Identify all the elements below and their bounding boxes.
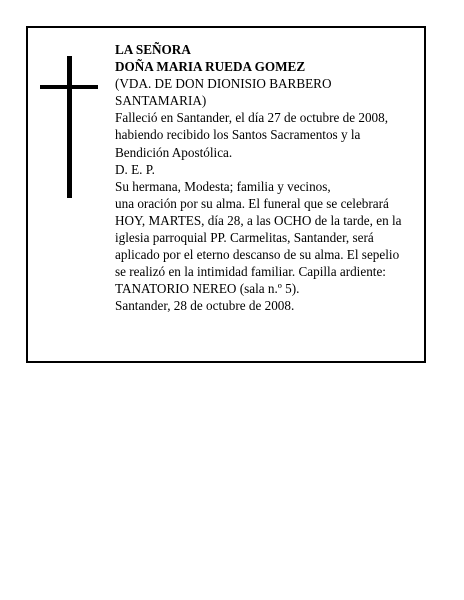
death-line: habiendo recibido los Santos Sacramentos y la: [115, 127, 361, 143]
obituary-notice: [26, 26, 426, 363]
place-date-line: Santander, 28 de octubre de 2008.: [115, 298, 295, 314]
death-line: Falleció en Santander, el día 27 de octubre de 2008,: [115, 110, 389, 126]
death-line: Bendición Apostólica.: [115, 144, 233, 160]
body-line: TANATORIO NEREO (sala n.º 5).: [115, 281, 300, 297]
body-line: HOY, MARTES, día 28, a las OCHO de la tarde, en la: [115, 212, 402, 228]
body-line: se realizó en la intimidad familiar. Capilla ardiente:: [115, 264, 386, 280]
deceased-name: DOÑA MARIA RUEDA GOMEZ: [115, 59, 306, 75]
cross-icon-vertical-beam: [67, 56, 72, 198]
cross-icon-horizontal-beam: [40, 85, 98, 89]
rip-line: D. E. P.: [115, 161, 155, 177]
body-line: iglesia parroquial PP. Carmelitas, Santander, será: [115, 230, 374, 246]
widow-line: (VDA. DE DON DIONISIO BARBERO: [115, 76, 332, 92]
body-line: una oración por su alma. El funeral que se celebrará: [115, 195, 389, 211]
widow-line: SANTAMARIA): [115, 93, 207, 109]
body-line: Su hermana, Modesta; familia y vecinos,: [115, 178, 331, 194]
obituary-text: [115, 41, 421, 315]
deceased-title: LA SEÑORA: [115, 42, 191, 57]
body-line: aplicado por el eterno descanso de su alma. El sepelio: [115, 247, 400, 263]
